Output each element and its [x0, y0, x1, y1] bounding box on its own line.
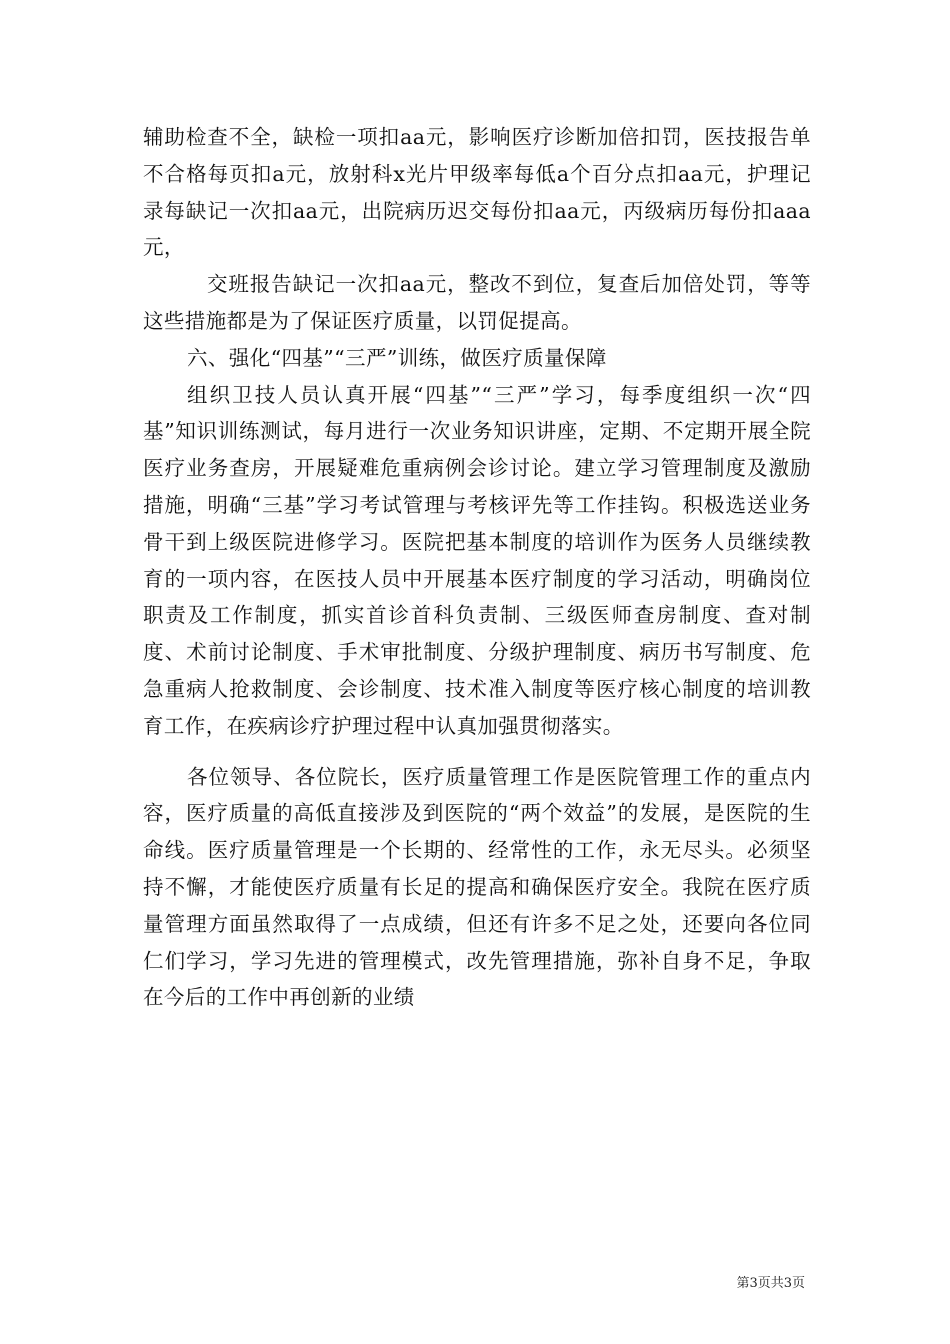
page-number-footer: 第3页共3页: [736, 1276, 805, 1291]
paragraph-handover-report: 交班报告缺记一次扣aa元，整改不到位，复查后加倍处罚，等等这些措施都是为了保证医疗质量，以罚促提高。: [143, 272, 811, 333]
document-body: [143, 119, 811, 1016]
paragraph-conclusion: 各位领导、各位院长，医疗质量管理工作是医院管理工作的重点内容，医疗质量的高低直接涉及到医院的“两个效益”的发展，是医院的生命线。医疗质量管理是一个长期的、经常性的工作，永无尽头。必须坚持不懈，才能使医疗质量有长足的提高和确保医疗安全。我院在医疗质量管理方面虽然取得了一点成绩，但还有许多不足之处，还要向各位同仁们学习，学习先进的管理模式，改先管理措施，弥补自身不足，争取在今后的工作中再创新的业绩: [143, 764, 811, 1010]
paragraph-training: 组织卫技人员认真开展“四基”“三严”学习，每季度组织一次“四基”知识训练测试，每月进行一次业务知识讲座，定期、不定期开展全院医疗业务查房，开展疑难危重病例会诊讨论。建立学习管理制度及激励措施，明确“三基”学习考试管理与考核评先等工作挂钩。积极选送业务骨干到上级医院进修学习。医院把基本制度的培训作为医务人员继续教育的一项内容，在医技人员中开展基本医疗制度的学习活动，明确岗位职责及工作制度，抓实首诊首科负责制、三级医师查房制度、查对制度、术前讨论制度、手术审批制度、分级护理制度、病历书写制度、危急重病人抢救制度、会诊制度、技术准入制度等医疗核心制度的培训教育工作，在疾病诊疗护理过程中认真加强贯彻落实。: [143, 382, 811, 738]
section-heading-six: 六、强化“四基”“三严”训练，做医疗质量保障: [187, 345, 607, 370]
paragraph-penalty-list: 辅助检查不全，缺检一项扣aa元，影响医疗诊断加倍扣罚，医技报告单不合格每页扣a元，放射科x光片甲级率每低a个百分点扣aa元，护理记录每缺记一次扣aa元，出院病历迟交每份扣aa元，丙级病历每份扣aaa元，: [143, 125, 811, 260]
